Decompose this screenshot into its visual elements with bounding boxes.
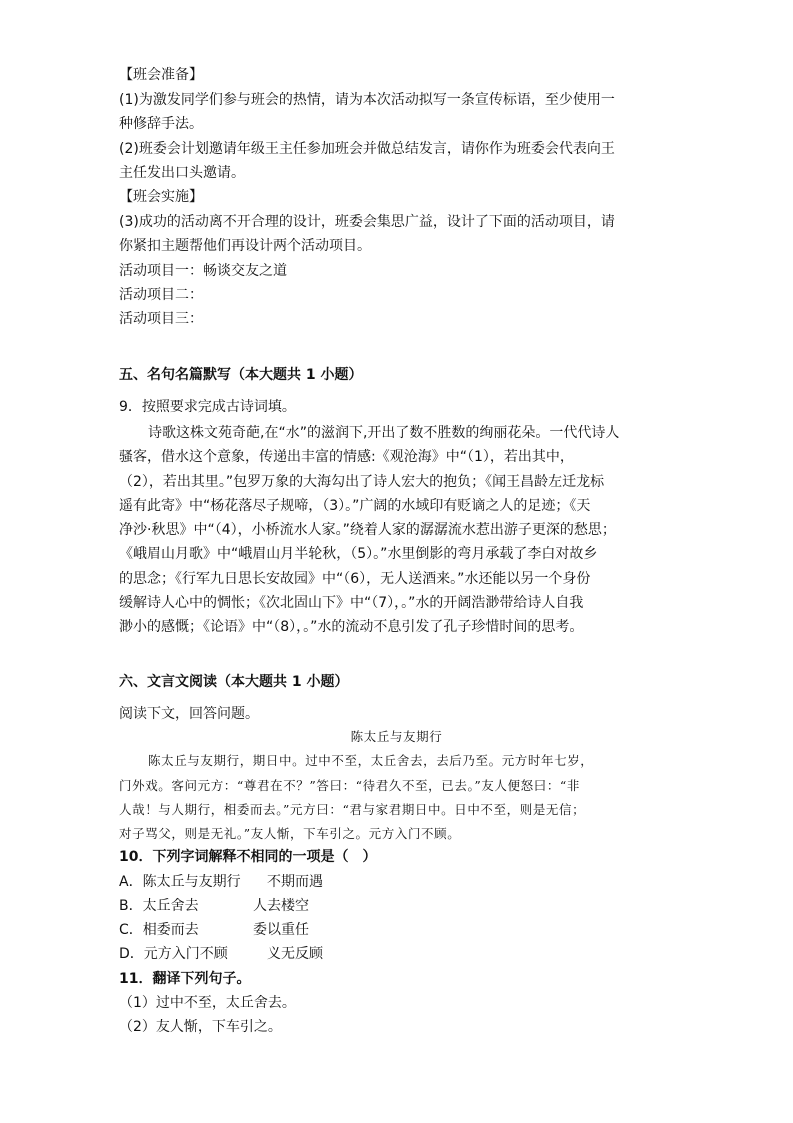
option-right: 义无反顾 bbox=[267, 946, 323, 962]
option-right: 委以重任 bbox=[253, 922, 309, 938]
reading-intro: 阅读下文，回答问题。 bbox=[119, 706, 259, 722]
option-d bbox=[119, 945, 228, 963]
poem-fill-line: 缓解诗人心中的惆怅；《次北固山下》中“（7），。”水的开阔浩渺带给诗人自我 bbox=[119, 595, 584, 611]
question-3-line-1: (3)成功的活动离不开合理的设计，班委会集思广益，设计了下面的活动项目，请 bbox=[119, 214, 615, 230]
question-2-line-2: 主任发出口头邀请。 bbox=[119, 165, 245, 181]
meeting-prep-header: 【班会准备】 bbox=[119, 67, 203, 83]
poem-fill-line: 诗歌这株文苑奇葩,在“水”的滋润下,开出了数不胜数的绚丽花朵。一代代诗人 bbox=[148, 425, 620, 441]
poem-fill-line: 的思念；《行军九日思长安故园》中“（6），无人送酒来。”水还能以另一个身份 bbox=[119, 571, 591, 587]
option-right: 人去楼空 bbox=[253, 898, 309, 914]
passage-title: 陈太丘与友期行 bbox=[350, 729, 443, 744]
activity-item-3: 活动项目三： bbox=[119, 311, 203, 327]
translation-item: （2）友人惭，下车引之。 bbox=[119, 1019, 282, 1035]
section-5-heading: 五、名句名篇默写（本大题共 1 小题） bbox=[119, 367, 363, 383]
section-6-heading: 六、文言文阅读（本大题共 1 小题） bbox=[119, 674, 349, 690]
passage-line: 陈太丘与友期行，期日中。过中不至，太丘舍去，去后乃至。元方时年七岁， bbox=[148, 753, 594, 768]
activity-item-2: 活动项目二： bbox=[119, 287, 203, 303]
option-left: 元方入门不顾 bbox=[143, 946, 228, 962]
option-right: 不期而遇 bbox=[267, 874, 323, 890]
poem-fill-line: （2），若出其里。”包罗万象的大海勾出了诗人宏大的抱负；《闻王昌龄左迁龙标 bbox=[119, 474, 605, 490]
activity-item-1: 活动项目一：畅谈交友之道 bbox=[119, 263, 287, 279]
option-c bbox=[119, 921, 199, 939]
poem-fill-line: 渺小的感慨；《论语》中“（8），。”水的流动不息引发了孔子珍惜时间的思考。 bbox=[119, 619, 584, 635]
option-letter: D． bbox=[119, 946, 144, 962]
question-9-title: 9．按照要求完成古诗词填。 bbox=[119, 399, 296, 415]
question-11-title: 11．翻译下列句子。 bbox=[119, 971, 251, 987]
question-1-line-1: (1)为激发同学们参与班会的热情，请为本次活动拟写一条宣传标语，至少使用一 bbox=[119, 92, 615, 108]
option-left: 相委而去 bbox=[142, 922, 199, 938]
option-letter: C． bbox=[119, 922, 143, 938]
translation-item: （1）过中不至，太丘舍去。 bbox=[119, 995, 296, 1011]
passage-line: 对子骂父，则是无礼。”友人惭，下车引之。元方入门不顾。 bbox=[119, 826, 461, 841]
poem-fill-line: 遥有此寄》中“杨花落尽子规啼，（3）。”广阔的水域印有贬谪之人的足迹；《天 bbox=[119, 498, 591, 514]
question-10-title: 10．下列字词解释不相同的一项是（ ） bbox=[119, 849, 377, 865]
meeting-impl-header: 【班会实施】 bbox=[119, 189, 203, 205]
question-3-line-2: 你紧扣主题帮他们再设计两个活动项目。 bbox=[119, 238, 371, 254]
option-letter: A． bbox=[119, 874, 143, 890]
poem-fill-line: 净沙·秋思》中“（4），小桥流水人家。”绕着人家的潺潺流水惹出游子更深的愁思； bbox=[119, 522, 616, 538]
passage-line: 门外戏。客问元方：“尊君在不？”答曰：“待君久不至，已去。”友人便怒曰：“非 bbox=[119, 778, 581, 793]
option-left: 太丘舍去 bbox=[142, 898, 199, 914]
poem-fill-line: 《峨眉山月歌》中“峨眉山月半轮秋，（5）。”水里倒影的弯月承载了李白对故乡 bbox=[119, 546, 598, 562]
question-2-line-1: (2)班委会计划邀请年级王主任参加班会并做总结发言，请你作为班委会代表向王 bbox=[119, 141, 615, 157]
question-1-line-2: 种修辞手法。 bbox=[119, 116, 203, 132]
option-left: 陈太丘与友期行 bbox=[142, 874, 241, 890]
passage-line: 人哉！与人期行，相委而去。”元方曰：“君与家君期日中。日中不至，则是无信； bbox=[119, 802, 586, 817]
option-b bbox=[119, 897, 199, 915]
option-a bbox=[119, 873, 241, 891]
poem-fill-line: 骚客，借水这个意象，传递出丰富的情感:《观沧海》中“（1），若出其中， bbox=[119, 449, 574, 465]
option-letter: B． bbox=[119, 898, 143, 914]
